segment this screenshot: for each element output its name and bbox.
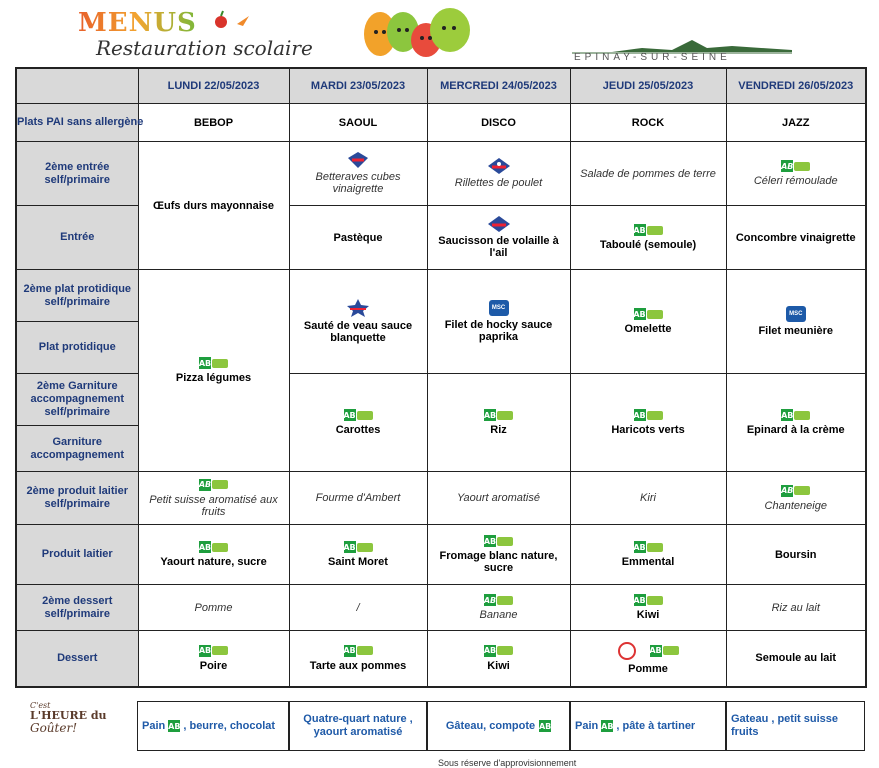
row-label-second-side: 2ème Garniture accompagnement self/primaire	[16, 374, 138, 426]
weekly-menu-table	[15, 67, 867, 688]
menu-item-text: Omelette	[624, 323, 672, 335]
menu-cell: Semoule au lait	[726, 631, 866, 687]
menus-logo: MENUS	[78, 8, 251, 38]
menu-cell	[289, 270, 427, 374]
menu-cell	[570, 585, 726, 631]
row-label-second-dairy: 2ème produit laitier self/primaire	[16, 472, 138, 525]
snack-text: Pain AB , pâte à tartiner	[575, 719, 696, 732]
menu-cell	[289, 374, 427, 472]
menu-item-text: Fromage blanc nature, sucre	[439, 550, 558, 574]
ab-organic-logo: AB	[650, 642, 679, 660]
snack-box	[570, 701, 726, 751]
gouter-logo: C'est L'HEURE du Goûter!	[30, 701, 107, 735]
snack-box	[289, 701, 427, 751]
page-subtitle: Restauration scolaire	[96, 36, 313, 60]
ab-organic-logo: AB	[538, 721, 552, 731]
ab-organic-logo: AB	[199, 645, 228, 657]
corner-cell	[16, 68, 138, 104]
ab-organic-logo: AB	[168, 721, 181, 731]
menu-cell	[138, 472, 289, 525]
menu-item-text: Pizza légumes	[175, 372, 252, 384]
menu-item-text: Kiwi	[487, 659, 510, 672]
menu-cell	[570, 270, 726, 374]
ab-organic-logo: AB	[484, 409, 513, 421]
menu-cell: Salade de pommes de terre	[570, 142, 726, 206]
ab-organic-logo: AB	[781, 160, 810, 172]
row-label-dairy: Produit laitier	[16, 525, 138, 585]
menu-item-text: Kiwi	[636, 609, 660, 621]
day-header-tuesday: MARDI 23/05/2023	[289, 68, 427, 104]
day-header-wednesday: MERCREDI 24/05/2023	[427, 68, 570, 104]
ab-organic-logo: AB	[781, 485, 810, 497]
menu-item-text: Rillettes de poulet	[454, 177, 543, 189]
ab-organic-logo: AB	[634, 409, 663, 421]
menu-item-text: Chanteneige	[764, 499, 827, 512]
menu-cell: DISCO	[427, 104, 570, 142]
menu-item-text: Céleri rémoulade	[753, 175, 838, 187]
day-header-monday: LUNDI 22/05/2023	[138, 68, 289, 104]
ab-organic-logo: AB	[199, 541, 228, 553]
menu-cell	[427, 525, 570, 585]
menu-cell	[427, 374, 570, 472]
menu-item-text: Sauté de veau sauce blanquette	[303, 320, 413, 344]
menu-item-text: Emmental	[621, 556, 675, 568]
menu-cell	[289, 525, 427, 585]
menu-cell	[726, 142, 866, 206]
ab-organic-logo: AB	[601, 721, 614, 731]
menu-cell: Œufs durs mayonnaise	[138, 142, 289, 270]
ab-organic-logo: AB	[634, 594, 663, 606]
menu-cell: Yaourt aromatisé	[427, 472, 570, 525]
row-label-second-main: 2ème plat protidique self/primaire	[16, 270, 138, 322]
volaille-francaise-icon	[488, 158, 510, 174]
snack-text: Quatre-quart nature , yaourt aromatisé	[303, 713, 413, 738]
menu-cell	[289, 631, 427, 687]
label-rouge-icon	[347, 299, 369, 317]
menu-cell: ROCK	[570, 104, 726, 142]
snack-text: Gâteau, compote	[445, 719, 536, 732]
menu-cell	[427, 631, 570, 687]
menu-item-text: Betteraves cubes vinaigrette	[315, 171, 401, 195]
menu-cell: Boursin	[726, 525, 866, 585]
menu-cell: JAZZ	[726, 104, 866, 142]
menu-item-text: Pomme	[628, 662, 668, 675]
menu-cell: Kiri	[570, 472, 726, 525]
menu-item-text: Petit suisse aromatisé aux fruits	[149, 493, 278, 518]
menu-cell	[726, 472, 866, 525]
city-name: EPINAY-SUR-SEINE	[574, 52, 731, 63]
menu-cell: BEBOP	[138, 104, 289, 142]
msc-label-icon: MSC	[489, 300, 509, 316]
row-label-pai: Plats PAI sans allergène	[16, 104, 138, 142]
row-label-main: Plat protidique	[16, 322, 138, 374]
fruits-mascot-icon	[358, 2, 478, 62]
menu-cell	[138, 270, 289, 472]
menu-cell	[427, 206, 570, 270]
volaille-francaise-icon	[488, 216, 510, 232]
menu-cell: Fourme d'Ambert	[289, 472, 427, 525]
ab-organic-logo: AB	[634, 224, 663, 236]
snack-box	[427, 701, 570, 751]
msc-label-icon: MSC	[786, 306, 806, 322]
menu-cell	[427, 270, 570, 374]
menu-cell	[570, 374, 726, 472]
menu-cell	[289, 142, 427, 206]
menu-cell: SAOUL	[289, 104, 427, 142]
ab-organic-logo: AB	[199, 479, 228, 491]
menu-cell	[427, 142, 570, 206]
menu-cell	[138, 525, 289, 585]
menu-cell: Concombre vinaigrette	[726, 206, 866, 270]
snack-box	[137, 701, 289, 751]
footer-note: Sous réserve d'approvisionnement	[438, 758, 577, 768]
menu-item-text: Saucisson de volaille à l'ail	[438, 235, 559, 259]
row-label-side: Garniture accompagnement	[16, 426, 138, 472]
menu-item-text: Riz	[490, 424, 507, 436]
ab-organic-logo: AB	[634, 308, 663, 320]
day-header-friday: VENDREDI 26/05/2023	[726, 68, 866, 104]
menu-cell	[427, 585, 570, 631]
ab-organic-logo: AB	[634, 541, 663, 553]
menu-item-text: Filet meunière	[758, 325, 834, 337]
row-label-dessert: Dessert	[16, 631, 138, 687]
ab-organic-logo: AB	[344, 541, 373, 553]
snack-box	[726, 701, 865, 751]
ab-organic-logo: AB	[484, 535, 513, 547]
menu-cell	[726, 374, 866, 472]
menu-item-text: Filet de hocky sauce paprika	[444, 319, 553, 343]
menu-item-text: Yaourt nature, sucre	[160, 556, 267, 568]
label-rouge-icon	[348, 152, 368, 168]
menu-item-text: Epinard à la crème	[746, 424, 845, 436]
row-label-second-starter: 2ème entrée self/primaire	[16, 142, 138, 206]
day-header-thursday: JEUDI 25/05/2023	[570, 68, 726, 104]
row-label-starter: Entrée	[16, 206, 138, 270]
menu-cell	[726, 270, 866, 374]
menu-item-text: Tarte aux pommes	[309, 659, 407, 672]
snack-text: Gateau , petit suisse fruits	[731, 713, 838, 738]
menu-cell: /	[289, 585, 427, 631]
menu-item-text: Saint Moret	[328, 556, 388, 568]
menu-item-text: Carottes	[335, 424, 381, 436]
ab-organic-logo: AB	[344, 645, 373, 657]
menu-item-text: Poire	[199, 659, 228, 672]
ab-organic-logo: AB	[781, 409, 810, 421]
snack-text: Pain AB , beurre, chocolat	[142, 719, 276, 732]
ab-organic-logo: AB	[344, 409, 373, 421]
menu-item-text: Banane	[479, 609, 518, 621]
menu-cell	[570, 631, 726, 687]
menu-cell	[138, 631, 289, 687]
menu-cell	[570, 206, 726, 270]
menu-cell: Riz au lait	[726, 585, 866, 631]
menu-cell	[570, 525, 726, 585]
menu-item-text: Taboulé (semoule)	[599, 239, 697, 251]
menu-item-text: Haricots verts	[611, 424, 685, 436]
fruit-carrot-icon	[207, 8, 251, 30]
ab-organic-logo: AB	[199, 357, 228, 369]
ab-organic-logo: AB	[484, 594, 513, 606]
row-label-second-dessert: 2ème dessert self/primaire	[16, 585, 138, 631]
pomme-origine-icon	[618, 642, 636, 660]
menu-cell: Pastèque	[289, 206, 427, 270]
ab-organic-logo: AB	[484, 645, 513, 657]
menu-cell: Pomme	[138, 585, 289, 631]
